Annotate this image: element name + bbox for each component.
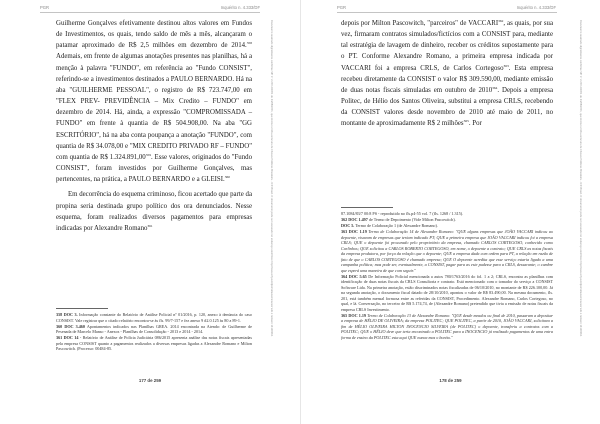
footnote-ref: 360 [224,175,230,180]
footnote: 360 DOC 3.460 Apontamentos indicados nas Planilhas GREA. 2014 encontrada na Atendo: de Guilherme de Pesenada de Marcelo Manso - Anexos - Planilhas de Consolidação - 2013 e 2014 - 2014. [56,323,252,335]
left-signature-margin [270,20,286,380]
right-signature-margin [579,20,595,380]
footnote-ref: 363 [503,63,509,68]
signature-note: Documento assinado digitalmente conforme MP n° 2.200-2/2001 de 24/08/2001, que institui a Infra-estrutura de Chaves Públicas Brasileira - ICP-Brasil. O documento pode ser acessado no endereço eletrônico http://www.stf.jus.br/portal/autenticacao/ sob o número 14128262. [579,20,583,337]
footnote: 358 DOC 3. Informação constante do Relatório de Análise Policial nº 01/2016, p. 120, anexo à denúncia do caso CONSIST. Vale registrar que o citado relatório encontra-se às fls. 99/7-157 e fez anexo 9 #2.0.125 às 80 a 89-1. [56,312,252,323]
left-page-number: 177 de 259 [138,378,162,383]
footnote: 364 DOC 5.65 De Informação Policial mencionada a autos 780/1763/2016 do fol. 1 a 2; CRLS, encontra as planilhas com identificação de duas notas fiscais da CRLS Consultoria e contrato. Está mencionado com o tomador do serviço a CONSIST Software Ltda. Na primeira anotação, estão discriminados notas fiscalizadas de 06/10/2010, no montante de R$ 226.100,00. Já na segunda anotação, o documento fiscal datado de 28/10/2010, apontou o valor de R$ 83.490,00. Na mesma documento, fls. 201, está também mensal formosa entre as referidas da CONSIST, Procedimento. Alexandre Romano, Carlos Cortegoso, no qual, e lá. Conversação, no terceiro de R$ 5.174,74, de (Alexandre Romano) pretendido que tivia a emissão de notas fiscais da empresa CRLS Investimento. [341,273,553,312]
right-paragraph-1: depois por Milton Pascowitch, "parceiros" de VACCARI$^{362}$, as quais, por sua vez, firmaram contratos simulados/fictícios com a CONSIST para, mediante tal estratégia de lavagem de dinheiro, receber os créditos supostamente para o PT. Conforme Alexandre Romano, a primeira empresa indicada por VACCARI foi a empresa CRLS, de Carlos Cortegoso$^{363}$. Esta empresa recebeu diretamente da CONSIST o valor R$ 309.590,00, mediante emissão de duas notas fiscais simuladas em outubro de 2010$^{364}$. Depois a empresa Politec, de Hélio dos Santos Oliveira, substitui a empresa CRLS, recebendo da CONSIST valores desde novembro de 2010 até maio de 2011, no montante de aproximadamente R$ 2 milhões$^{365}$. Por [341,19,554,128]
left-header-label: PGR [40,5,50,10]
right-page-number: 178 de 259 [439,378,462,383]
footnote: 365 DOC 1.19 Termo de Colaboração 13 de Alexandre Romano: "QUE desde meados ou final de 2010, passaram a depositar a empresa de HÉLIO DE OLIVEIRA; da empresa POLITEC; QUE POLITEC, a partir de 2010, JOÃO VACCARI, solicitava a fim de HÉLIO OLIVEIRA HILTON INOCENCIO SILVEIRA (de POLITEC) o depoente, transferiu a contratos com a POLITEC; QUE o HÉLIO deve que teria encontrado a POLITEC para a INOCENCIO já realizado pagamentos de uma entra forma de ensino da POLITEC esta aqui QUE nunca mas o bonito." [341,312,554,340]
signature-note: Documento assinado digitalmente conforme MP n° 2.200-2/2001 de 24/08/2001, que institui a Infra-estrutura de Chaves Públicas Brasileira - ICP-Brasil. O documento pode ser acessado no endereço eletrônico http://www.stf.jus.br/portal/autenticacao/ sob o número 14128262. [270,20,274,337]
footnote-ref: 365 [463,119,469,124]
footnote-ref: 358 [246,41,252,46]
footnote-ref: 359 [145,152,151,157]
left-body-text [56,18,252,234]
footnote-ref: 361 [147,223,153,228]
left-header-case: Inquérito n. 4.333/DF [220,5,260,10]
right-header-case: Inquérito n. 4.333/DF [516,5,556,10]
right-header-label: PGR [337,5,347,10]
right-footnote-rule [341,207,393,208]
right-footnotes [341,211,553,341]
footnote: 362 DOC 1.497 de Termo de Depoimento (Vide Milton Pascowitch). [341,217,456,223]
left-header-rule [40,12,260,13]
left-footnotes [56,312,252,352]
footnote: 87.1084/83/7 00:8 PS - reprodutido no fls.p4-55 vol. 7 (fls. 1268 / 1.315). [341,211,464,216]
left-paragraph-2: Em decorrência do esquema criminoso, ficou acertado que parte da propina seria destinada grupo político dos ora denunciados. Nesse esquema, foram realizados diversos pagamentos para empresas indicadas por Alexandre Romano$^{361}$ [56,191,252,232]
footnote-ref: 362 [498,19,504,23]
footnote: 361 DOC 14 - Relatório de Análise de Polícia Judiciária 086/2015 apresenta análise das notas fiscais apresentadas pela empresa CONSIST quanto a pagamentos realizados a diversas empresas ligadas a Alexandre Romano e Milton Pascowitch. (Processo: 00484-85. [56,335,252,352]
footnote: 363 DOC 1.19 Termo de Colaboração 14 de Alexandre Romano: "QUE alguns empresas que JOÃO VACCARI indicou ao depoente, visavam de empresas que teriam indicado PT; QUE a primeira empresa que JOÃO VACCARI indicou foi a empresa CRLS; QUE o depoente foi procurado pelo proprietário da empresa, chamado CARLOS CORTEGOSO, conhecido como Carlinhos; QUE solicitou a CARLOS ROBERTO CORTEGOSO, em nome, o depoente a contrato; QUE CRLS as notas fiscais da empresa produtora, por força da relação que o depoente; QUE a empresa dada com ordem para PT, a relação em razão de fato de que o CARLOS CORTEGOSO é chamado empresa; QUE O depoente acredita que esse serviço estaria ligado a uma campanha política; mas pode ser, eventualmente, a CONSIST, pagar para as este pudesse para a CRLS, dessarante; o cumbre que esperá uma maneira de que com seguir." [341,229,553,273]
right-header-rule [337,12,557,13]
footnote: DOC 5. Termo de Colaboração 1 (de Alexandre Romano). [341,223,438,229]
footnote-ref: 364 [492,85,498,90]
right-body-text [341,18,553,130]
left-paragraph-1: Guilherme Gonçalves efetivamente destinou altos valores em Fundos de Investimentos, os quais, tendo saldo de mês a mês, alcançaram o patamar aproximado de R$ 2,5 milhões em dezembro de 2014.$^{358}$ Ademais, em frente de algumas anotações presentes nas planilhas, há a menção à palavra "FUNDO", em referência ao "Fundo CONSIST", referindo-se a investimentos destinados a PAULO BERNARDO. Há na aba "GUILHERME PESSOAL", o registro de R$ 723.747,00 em "FLEX PREV- PREVIDÊNCIA – Mix Credito – FUNDO" em dezembro de 2014. Há, ainda, a expressão "COMPROMISSADA – FUNDO" em frente à quantia de R$ 504.908,00. Na aba "GG ESCRITÓRIO", há na aba conta poupança a anotação "FUNDO", com quantia de R$ 34.078,00 e "MIX CREDITO PRIVADO RF – FUNDO" com quantia de R$ 1.324.891,00$^{359}$. Esse valores, originados do "Fundo CONSIST", foram investidos por Guilherme Gonçalves, mas pertencentes, na prática, a PAULO BERNARDO e a GLEISI.$^{360}$ [56,20,252,184]
right-page [300,0,600,424]
left-footnote-rule [56,308,108,309]
